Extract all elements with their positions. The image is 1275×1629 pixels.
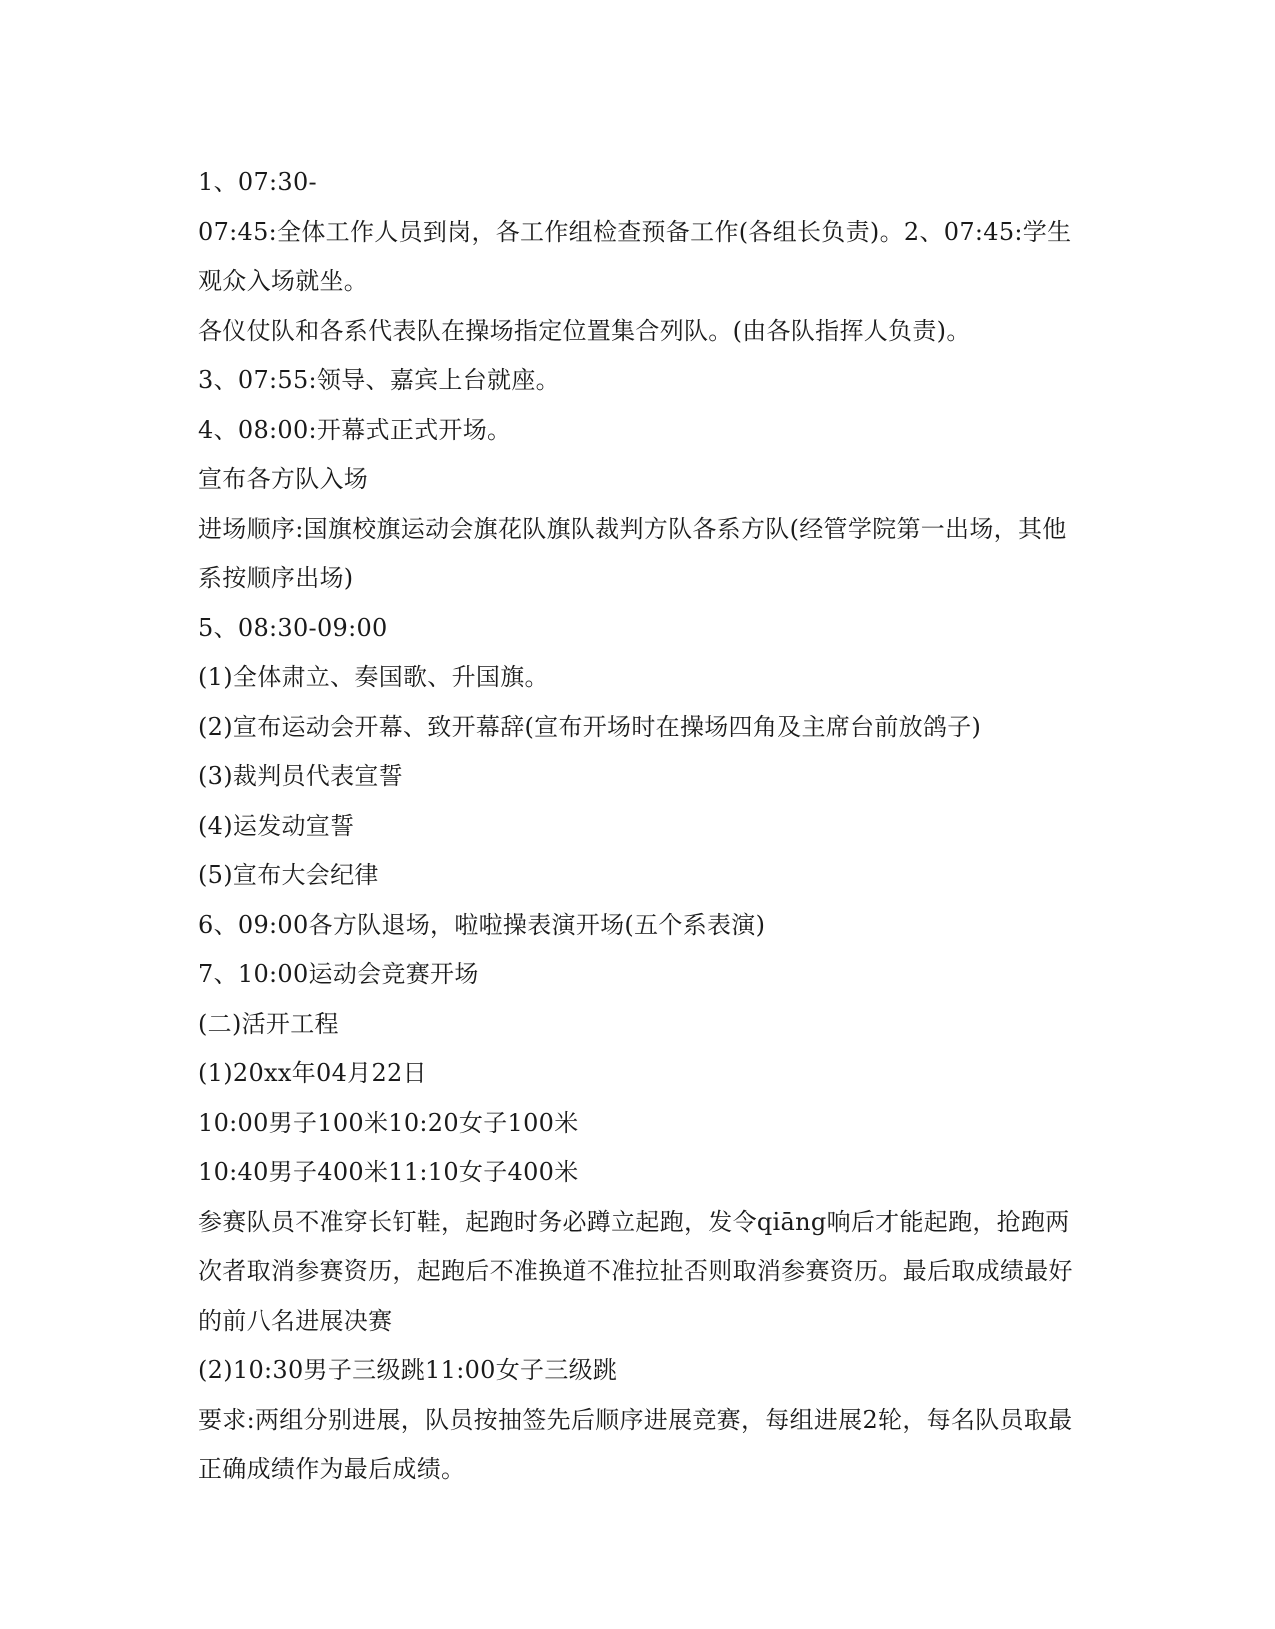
paragraph-schedule-4: 4、08:00:开幕式正式开场。 [198,415,512,444]
paragraph-schedule-6: 6、09:00各方队退场，啦啦操表演开场(五个系表演) [198,910,766,939]
paragraph-announce-entry: 宣布各方队入场 [198,465,369,493]
document-body [198,158,1078,1495]
paragraph-400m: 10:40男子400米11:10女子400米 [198,1158,579,1186]
paragraph-schedule-3: 3、07:55:领导、嘉宾上台就座。 [198,366,560,394]
paragraph-schedule-5: 5、08:30-09:00 [198,613,388,642]
paragraph-rules: 参赛队员不准穿长钉鞋，起跑时务必蹲立起跑，发令qiāng响后才能起跑，抢跑两次者取消参赛资历，起跑后不准换道不准拉扯否则取消参赛资历。最后取成绩最好的前八名进展决赛 [198,1207,1073,1335]
paragraph-item-1: (1)全体肃立、奏国歌、升国旗。 [198,663,549,691]
paragraph-requirements: 要求:两组分别进展，队员按抽签先后顺序进展竞赛，每组进展2轮，每名队员取最正确成绩作为最后成绩。 [198,1405,1073,1483]
paragraph-section-heading: (二)活开工程 [198,1009,339,1038]
paragraph-schedule-7: 7、10:00运动会竞赛开场 [198,960,479,988]
paragraph-schedule-1: 1、07:30- [198,168,317,196]
paragraph-item-3: (3)裁判员代表宣誓 [198,762,403,790]
paragraph-item-5: (5)宣布大会纪律 [198,861,379,889]
paragraph-date: (1)20xx年04月22日 [198,1059,427,1087]
paragraph-staff-arrival: 07:45:全体工作人员到岗，各工作组检查预备工作(各组长负责)。2、07:45:学生观众入场就坐。 [198,217,1072,295]
paragraph-entry-order: 进场顺序:国旗校旗运动会旗花队旗队裁判方队各系方队(经管学院第一出场，其他系按顺序出场) [198,514,1067,592]
paragraph-100m: 10:00男子100米10:20女子100米 [198,1108,579,1137]
paragraph-teams-assemble: 各仪仗队和各系代表队在操场指定位置集合列队。(由各队指挥人负责)。 [198,316,971,345]
paragraph-item-2: (2)宣布运动会开幕、致开幕辞(宣布开场时在操场四角及主席台前放鸽子) [198,712,982,741]
paragraph-item-4: (4)运发动宣誓 [198,811,355,840]
paragraph-triple-jump: (2)10:30男子三级跳11:00女子三级跳 [198,1356,618,1384]
